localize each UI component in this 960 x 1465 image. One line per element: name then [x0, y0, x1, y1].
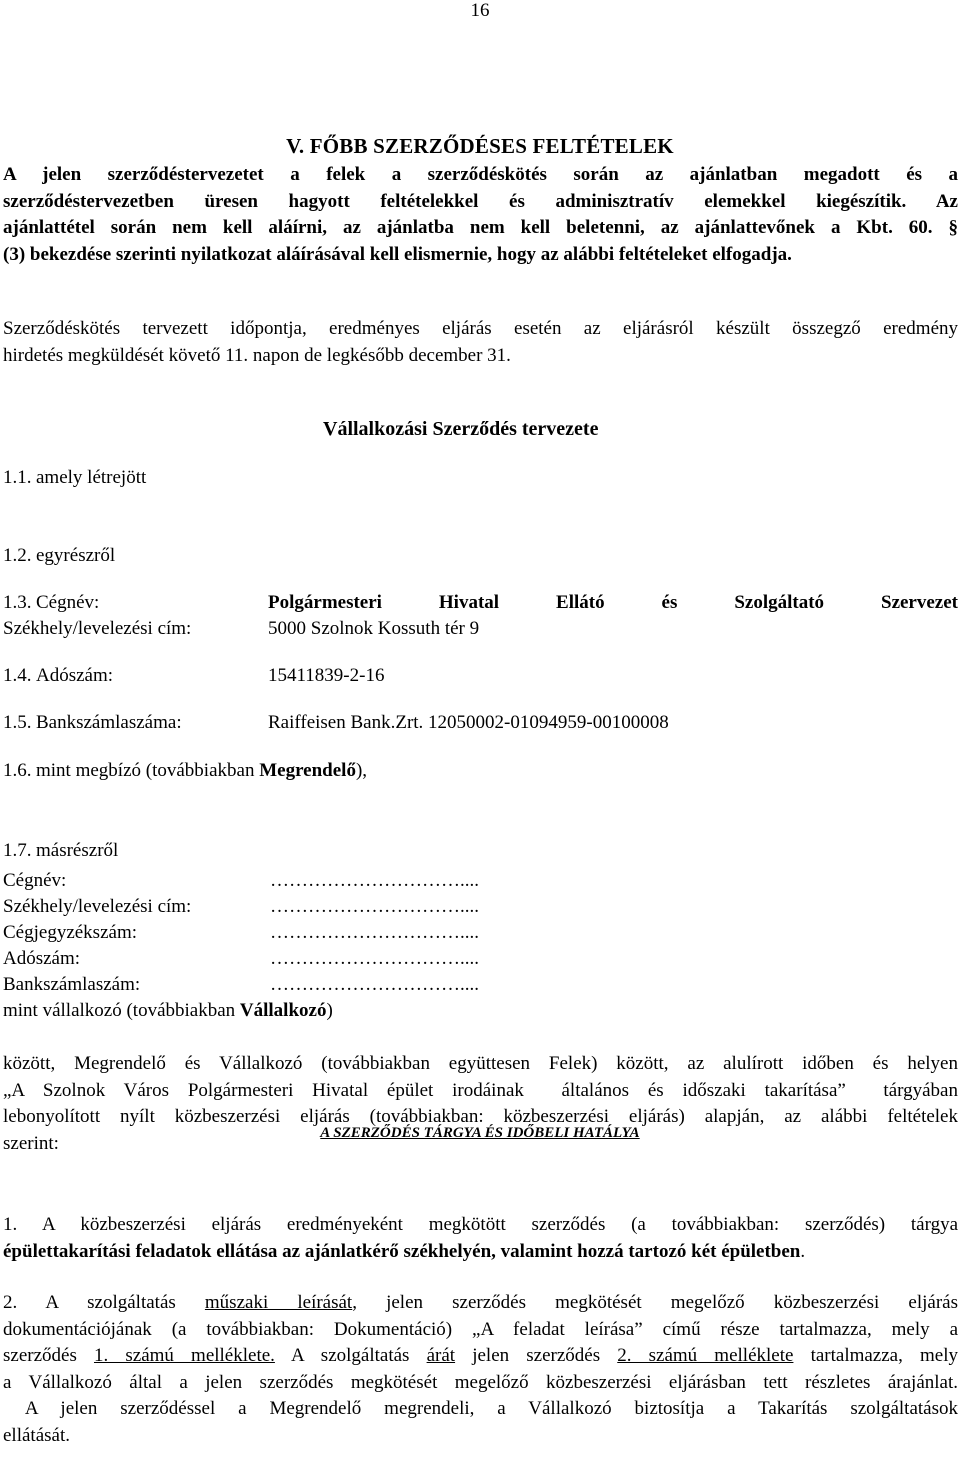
signing-line: hirdetés megküldését követő 11. napon de legkésőbb december 31.: [3, 344, 511, 366]
client-seat-label: Székhely/levelezési cím:: [3, 618, 192, 639]
contractor-name-label: Cégnév:: [3, 870, 67, 891]
p2-text: A szolgáltatás: [274, 1345, 427, 1366]
item-number: 1.4.: [3, 665, 32, 686]
contractor-role-end: ): [326, 1000, 333, 1021]
paragraph-2-line-1: [3, 1290, 958, 1317]
section-subject-title: [0, 1125, 960, 1142]
technical-description-link: műszaki leírását: [204, 1292, 353, 1313]
item-number: 1.2.: [3, 545, 32, 566]
client-bank-account: Raiffeisen Bank.Zrt. 12050002-01094959-00100008: [268, 712, 669, 733]
paragraph-1-line-2: [3, 1239, 958, 1266]
contractor-seat-label: Székhely/levelezési cím:: [3, 896, 192, 917]
contractor-regno-blank: …………………………....: [270, 922, 479, 943]
between-line: szerint:: [3, 1132, 59, 1154]
section-subject-text: A SZERZŐDÉS TÁRGYA ÉS IDŐBELI HATÁLYA: [320, 1125, 640, 1141]
contractor-role-text: mint vállalkozó (továbbiakban: [3, 1000, 240, 1021]
item-1-4: [3, 665, 113, 687]
contractor-bank-label: Bankszámlaszám:: [3, 974, 141, 995]
paragraph-2-line-5: A jelen szerződéssel a Megrendelő megrendeli, a Vállalkozó biztosítja a Takarítás szolgáltatások: [3, 1398, 958, 1419]
signing-line: Szerződéskötés tervezett időpontja, eredményes eljárás esetén az eljárásról készült összegző eredmény: [3, 318, 958, 339]
contractor-regno-label: Cégjegyzékszám:: [3, 922, 138, 943]
between-line: lebonyolított nyílt közbeszerzési eljárás (továbbiakban: közbeszerzési eljárás) alapján, az alábbi feltételek: [3, 1106, 958, 1127]
intro-paragraph: [3, 162, 958, 268]
paragraph-2-line-6: ellátását.: [3, 1424, 70, 1446]
paragraph-2-line-2: dokumentációjának (a továbbiakban: Dokumentáció) „A feladat leírása” című része tartalmazza, mely a: [3, 1318, 958, 1340]
contract-title: Vállalkozási Szerződés tervezete: [323, 418, 599, 440]
item-1-1: [3, 467, 146, 489]
intro-line: ajánlattétel során nem kell aláírni, az ajánlatba nem kell beletenni, az ajánlattevőnek a Kbt. 60. §: [3, 217, 958, 238]
item-text: egyrészről: [36, 545, 116, 566]
item-text: mint megbízó (továbbiakban: [36, 760, 260, 781]
item-label: Adószám:: [36, 665, 114, 686]
paragraph-1: [3, 1212, 958, 1265]
subject-bold: épülettakarítási feladatok ellátása az ajánlatkérő székhelyén, valamint hozzá tartozó két épületben: [3, 1240, 801, 1262]
paragraph-1-line: 1. A közbeszerzési eljárás eredményeként megkötött szerződés (a továbbiakban: szerződés) tárgya: [3, 1214, 958, 1235]
p2-text: 2. A szolgáltatás: [3, 1292, 205, 1313]
client-name-word: és: [661, 592, 678, 613]
client-name-word: Ellátó: [556, 592, 605, 613]
item-1-7: [3, 840, 118, 862]
annex-2-ref: 2. számú melléklete: [617, 1345, 794, 1366]
item-label: Bankszámlaszáma:: [36, 712, 182, 733]
item-text: másrészről: [36, 840, 119, 861]
price-ref: árát: [426, 1345, 456, 1366]
client-tax-number: 15411839-2-16: [268, 665, 385, 686]
subject-end: .: [800, 1240, 806, 1262]
client-name-value: [268, 592, 958, 614]
paragraph-2: [3, 1290, 958, 1449]
contractor-bank-blank: …………………………....: [270, 974, 479, 995]
item-number: 1.5.: [3, 712, 32, 733]
signing-paragraph: [3, 316, 958, 369]
section-heading: V. FŐBB SZERZŐDÉSES FELTÉTELEK: [286, 134, 674, 158]
intro-line: (3) bekezdése szerinti nyilatkozat aláírásával kell elismernie, hogy az alábbi feltételeket elfogadja.: [3, 243, 792, 265]
client-role: Megrendelő: [259, 760, 356, 781]
item-number: 1.7.: [3, 840, 32, 861]
client-name-word: Polgármesteri: [268, 592, 382, 613]
item-label: Cégnév:: [36, 592, 100, 613]
contractor-name-blank: …………………………....: [270, 870, 479, 891]
annex-1-ref: 1. számú melléklete.: [93, 1345, 275, 1366]
intro-line: A jelen szerződéstervezetet a felek a szerződéskötés során az ajánlatban megadott és a: [3, 164, 958, 185]
paragraph-2-line-4: a Vállalkozó által a jelen szerződés megkötését megelőző közbeszerzési eljárásban tett részletes árajánlat.: [3, 1371, 958, 1393]
contractor-seat-blank: …………………………....: [270, 896, 479, 917]
between-line: „A Szolnok Város Polgármesteri Hivatal épület irodáinak általános és időszaki takarítása” tárgyában: [3, 1079, 958, 1101]
item-1-3: [3, 592, 99, 614]
p2-text: jelen szerződés: [455, 1345, 618, 1366]
item-number: 1.6.: [3, 760, 32, 781]
item-1-5: [3, 712, 182, 734]
client-name-word: Szervezet: [881, 592, 958, 613]
item-text-end: ),: [355, 760, 368, 781]
p2-text: , jelen szerződés megkötését megelőző közbeszerzési eljárás: [352, 1292, 958, 1313]
client-name-word: Hivatal: [438, 592, 500, 613]
intro-line: szerződéstervezetben üresen hagyott feltételekkel és adminisztratív elemekkel kiegészítik. Az: [3, 190, 958, 212]
contractor-tax-label: Adószám:: [3, 948, 81, 969]
p2-text: tartalmazza, mely: [793, 1345, 958, 1366]
item-text: amely létrejött: [36, 467, 147, 488]
client-name-word: Szolgáltató: [734, 592, 825, 613]
item-1-6: [3, 760, 367, 782]
item-number: 1.3.: [3, 592, 32, 613]
contractor-tax-blank: …………………………....: [270, 948, 479, 969]
paragraph-2-line-3: [3, 1343, 958, 1370]
page-number: 16: [470, 0, 490, 21]
item-1-2: [3, 545, 115, 567]
contractor-role: [3, 1000, 333, 1022]
client-seat-value: 5000 Szolnok Kossuth tér 9: [268, 618, 480, 639]
p2-text: szerződés: [3, 1345, 94, 1366]
item-number: 1.1.: [3, 467, 32, 488]
contractor-role-name: Vállalkozó: [239, 1000, 327, 1021]
between-line: között, Megrendelő és Vállalkozó (továbbiakban együttesen Felek) között, az alulírott időben és helyen: [3, 1053, 958, 1074]
